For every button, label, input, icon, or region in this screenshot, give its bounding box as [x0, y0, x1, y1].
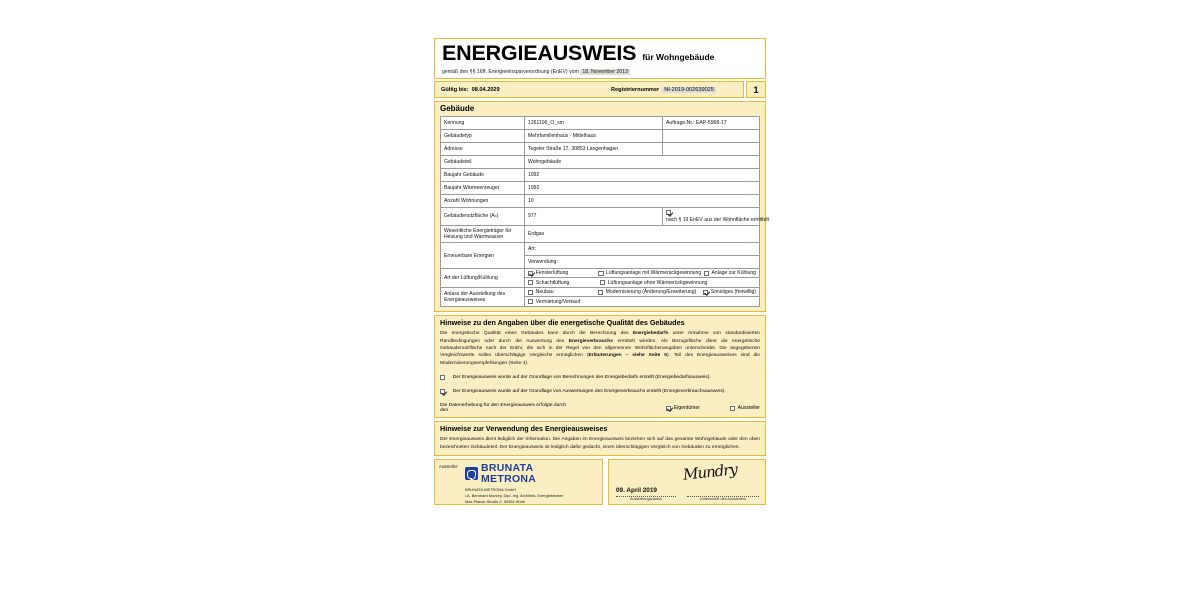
- registration-group: [611, 87, 716, 93]
- row-label-erneuerbare-energien: Erneuerbare Energien: [441, 243, 525, 269]
- reason-option-3[interactable]: [528, 299, 580, 305]
- title-row: [442, 43, 758, 65]
- header-meta-row: [434, 81, 766, 98]
- row-value-baujahr-waermeerzeuger: 1992: [525, 182, 760, 195]
- row-label-adresse: Adresse: [441, 143, 525, 156]
- ventilation-option-2[interactable]: [704, 270, 756, 276]
- validity-value: 08.04.2029: [471, 86, 500, 93]
- quality-notes-section: [434, 315, 766, 418]
- vermietung-verkauf-label: Vermietung/Verkauf: [535, 298, 581, 305]
- row-blank: [663, 143, 760, 156]
- sonstiges-label: Sonstiges (freiwillig): [710, 289, 756, 296]
- table-row: [441, 195, 760, 208]
- row-label-gebaeudeteil: Gebäudeteil: [441, 156, 525, 169]
- building-table: [440, 116, 769, 307]
- schachtlueftung-label: Schachtlüftung: [535, 279, 570, 286]
- data-collection-option-aussteller[interactable]: [730, 405, 760, 411]
- lueftungsanlage-mit-wrg-label: Lüftungsanlage mit Wärmerückgewinnung: [606, 270, 702, 277]
- row-label-anlass: Anlass der Ausstellung des Energieausweises: [441, 288, 525, 307]
- data-collection-row: [440, 403, 760, 413]
- table-row-ventilation: [441, 269, 760, 288]
- row-label-baujahr-waermeerzeuger: Baujahr Wärmeerzeuger: [441, 182, 525, 195]
- qn-g: ). Teil des Energieausweises sind die Modernisierungsempfehlungen (Seite 4).: [440, 353, 760, 366]
- validity-label: Gültig bis:: [441, 86, 469, 93]
- fensterlueftung-label: Fensterlüftung: [535, 270, 569, 277]
- eigentuemer-checkbox[interactable]: [666, 406, 671, 411]
- usage-notes-section: [434, 421, 766, 456]
- row-label-kennung: Kennung: [441, 117, 525, 130]
- ventilation-option-4[interactable]: [600, 280, 707, 286]
- qn-energiebedarf: Energiebedarfs: [632, 331, 669, 337]
- row-label-gebaeudetyp: Gebäudetyp: [441, 130, 525, 143]
- legal-basis-line: [442, 69, 758, 75]
- legal-basis-date: 18. November 2013: [582, 68, 628, 75]
- row-value-renewable-art: Art:: [525, 243, 760, 256]
- table-row-renewable-type: [441, 243, 760, 256]
- statement-energieverbrauchsausweis[interactable]: [440, 388, 760, 395]
- lueftungsanlage-ohne-wrg-label: Lüftungsanlage ohne Wärmerückgewinnung: [607, 279, 708, 286]
- row-label-lueftung: Art der Lüftung/Kühlung: [441, 269, 525, 288]
- schachtlueftung-checkbox[interactable]: [528, 280, 533, 285]
- table-row: [441, 169, 760, 182]
- aussteller-checkbox[interactable]: [730, 406, 735, 411]
- qn-e: ermittelt werden. Als Bezugsfläche dient die energetische Gebäudenutzfläche nach der EnEV, die sich in der Regel von den allgemeinen Wohnflächenangaben unterscheidet. Die angegebenen Vergleichswerte sollen überschlägige Vergleiche ermöglichen (: [440, 338, 761, 359]
- signature-caption: Unterschrift des Ausstellers: [699, 497, 746, 502]
- logo-line-brunata: BRUNATA: [481, 462, 534, 475]
- quality-notes-paragraph: [440, 330, 760, 367]
- reason-option-1[interactable]: [598, 289, 703, 295]
- energiebedarfsausweis-checkbox[interactable]: [440, 375, 445, 380]
- row-value-baujahr-gebaeude: 1992: [525, 169, 760, 182]
- table-row-energy-carrier: [441, 225, 760, 243]
- registration-label: Registriernummer: [611, 86, 660, 93]
- row-value-gebaeudetyp: Mehrfamilienhaus - Mittelhaus: [525, 130, 663, 143]
- row-blank: [663, 130, 760, 143]
- row-label-gebaeudenutzflaeche: Gebäudenutzfläche (Aₙ): [441, 208, 525, 226]
- ventilation-option-0[interactable]: [528, 270, 598, 276]
- issuer-street: Max-Planck-Straße 2, 50354 Hürth: [465, 499, 526, 505]
- row-value-gebaeudeteil: Wohngebäude: [525, 156, 760, 169]
- area-derivation-label: nach § 19 EnEV aus der Wohnfläche ermittelt: [666, 216, 769, 223]
- row-label-anzahl-wohnungen: Anzahl Wohnungen: [441, 195, 525, 208]
- table-row-reason: [441, 288, 760, 307]
- ventilation-option-3[interactable]: [528, 280, 600, 286]
- anlage-zur-kuehlung-checkbox[interactable]: [704, 271, 709, 276]
- brunata-metrona-logo: [465, 463, 598, 484]
- statement-energiebedarfsausweis[interactable]: [440, 374, 760, 381]
- issue-date-caption: Ausstellungsdatum: [629, 497, 663, 502]
- sonstiges-checkbox[interactable]: [703, 290, 708, 295]
- building-section-title: Gebäude: [440, 104, 475, 113]
- certificate-header: [434, 38, 766, 79]
- fensterlueftung-checkbox[interactable]: [528, 271, 533, 276]
- qn-erlaeuterungen: Erläuterungen – siehe Seite 5: [588, 353, 668, 359]
- brunata-logo-icon: [465, 467, 478, 480]
- page-number-box: 1: [746, 81, 766, 98]
- issuer-address: [465, 487, 598, 505]
- qn-c: unter Annahme von standardisierten Randbedingungen oder durch die Auswertung des: [440, 331, 761, 344]
- modernisierung-checkbox[interactable]: [598, 290, 603, 295]
- data-collection-text: Die Datenerhebung für den Energieausweis erfolgte durch den: [440, 403, 567, 414]
- table-row: [441, 143, 760, 156]
- handwritten-signature: Mundry: [682, 460, 738, 484]
- row-label-baujahr-gebaeude: Baujahr Gebäude: [441, 169, 525, 182]
- table-row: [441, 156, 760, 169]
- anlage-zur-kuehlung-label: Anlage zur Kühlung: [711, 270, 756, 277]
- neubau-checkbox[interactable]: [528, 290, 533, 295]
- energieverbrauchsausweis-checkbox[interactable]: [440, 389, 445, 394]
- building-section: [434, 101, 769, 312]
- row-value-renewable-verwendung: Verwendung:: [525, 256, 760, 269]
- issuer-label: Aussteller:: [439, 464, 459, 470]
- energy-certificate-page: [434, 38, 769, 563]
- row-value-auftragsnr: Auftrags-Nr.: EAP-5968-17: [663, 117, 760, 130]
- usage-notes-title: Hinweise zur Verwendung des Energieausweises: [440, 424, 608, 434]
- data-collection-option-eigentuemer[interactable]: [666, 405, 700, 411]
- reason-option-0[interactable]: [528, 289, 598, 295]
- neubau-label: Neubau: [535, 289, 554, 296]
- row-value-anzahl-wohnungen: 10: [525, 195, 760, 208]
- area-derivation-checkbox[interactable]: [666, 210, 671, 215]
- issuer-person: i.A. Bernhard Mundry, Dipl.-Ing. Architekt, Energieberater: [465, 493, 564, 499]
- qn-energieverbrauch: Energieverbrauchs: [568, 338, 614, 344]
- vermietung-verkauf-checkbox[interactable]: [528, 299, 533, 304]
- logo-line-metrona: METRONA: [481, 472, 537, 485]
- certificate-footer: [434, 459, 766, 505]
- issuer-logo-wrap: [465, 462, 598, 505]
- row-value-energietraeger: Erdgas: [525, 225, 760, 243]
- energiebedarfsausweis-label: Der Energieausweis wurde auf der Grundlage von Berechnungen des Energiebedarfs erstellt (Energiebedarfsausweis).: [452, 375, 711, 381]
- issuer-block: [434, 459, 603, 505]
- issuer-company: BRUNATA-METRONA GmbH: [465, 487, 516, 493]
- row-value-adresse: Tegeler Straße 17, 30853 Langenhagen: [525, 143, 663, 156]
- modernisierung-label: Modernisierung (Änderung/Erweiterung): [605, 289, 697, 296]
- row-value-kennung: 1261106_O_sm: [525, 117, 663, 130]
- qn-a: Die energetische Qualität eines Gebäudes kann durch die Berechnung des: [440, 331, 633, 337]
- logo-wordmark: [481, 463, 536, 484]
- table-row-area: [441, 208, 760, 226]
- lueftungsanlage-mit-wrg-checkbox[interactable]: [598, 271, 603, 276]
- usage-notes-paragraph: Der Energieausweis dient lediglich der Information. Die Angaben im Energieausweis beziehen sich auf das gesamte Wohngebäude oder den oben bezeichneten Gebäudeteil. Der Energieausweis ist lediglich dafür gedacht, einen überschlägigen Vergleich von Gebäuden zu ermöglichen.: [440, 437, 760, 450]
- document-subtitle: für Wohngebäude: [642, 52, 715, 62]
- lueftungsanlage-ohne-wrg-checkbox[interactable]: [600, 280, 605, 285]
- table-row: [441, 182, 760, 195]
- eigentuemer-label: Eigentümer: [673, 405, 700, 412]
- registration-value: NI-2019-002639025: [664, 86, 714, 93]
- area-derivation-cell: [663, 208, 769, 226]
- document-title: ENERGIEAUSWEIS: [442, 41, 637, 65]
- row-label-energietraeger: Wesentliche Energieträger für Heizung und Warmwasser: [441, 225, 525, 243]
- aussteller-label: Aussteller: [737, 405, 760, 412]
- table-row: [441, 117, 760, 130]
- reason-option-2[interactable]: [703, 289, 756, 295]
- legal-basis-text: gemäß den §§ 16ff. Energieeinsparverordnung (EnEV) vom: [442, 68, 579, 75]
- reason-options-cell: [525, 288, 760, 307]
- issue-date-value: 09. April 2019: [616, 487, 657, 495]
- signature-block: [608, 459, 766, 505]
- ventilation-option-1[interactable]: [598, 270, 704, 276]
- validity-registration-bar: [434, 81, 744, 98]
- energieverbrauchsausweis-label: Der Energieausweis wurde auf der Grundlage von Auswertungen des Energieverbrauchs erstellt (Energieverbrauchsausweis).: [452, 389, 726, 395]
- ventilation-options-cell: [525, 269, 760, 288]
- row-value-gebaeudenutzflaeche: 977: [525, 208, 663, 226]
- quality-notes-title: Hinweise zu den Angaben über die energetische Qualität des Gebäudes: [440, 318, 685, 328]
- table-row: [441, 130, 760, 143]
